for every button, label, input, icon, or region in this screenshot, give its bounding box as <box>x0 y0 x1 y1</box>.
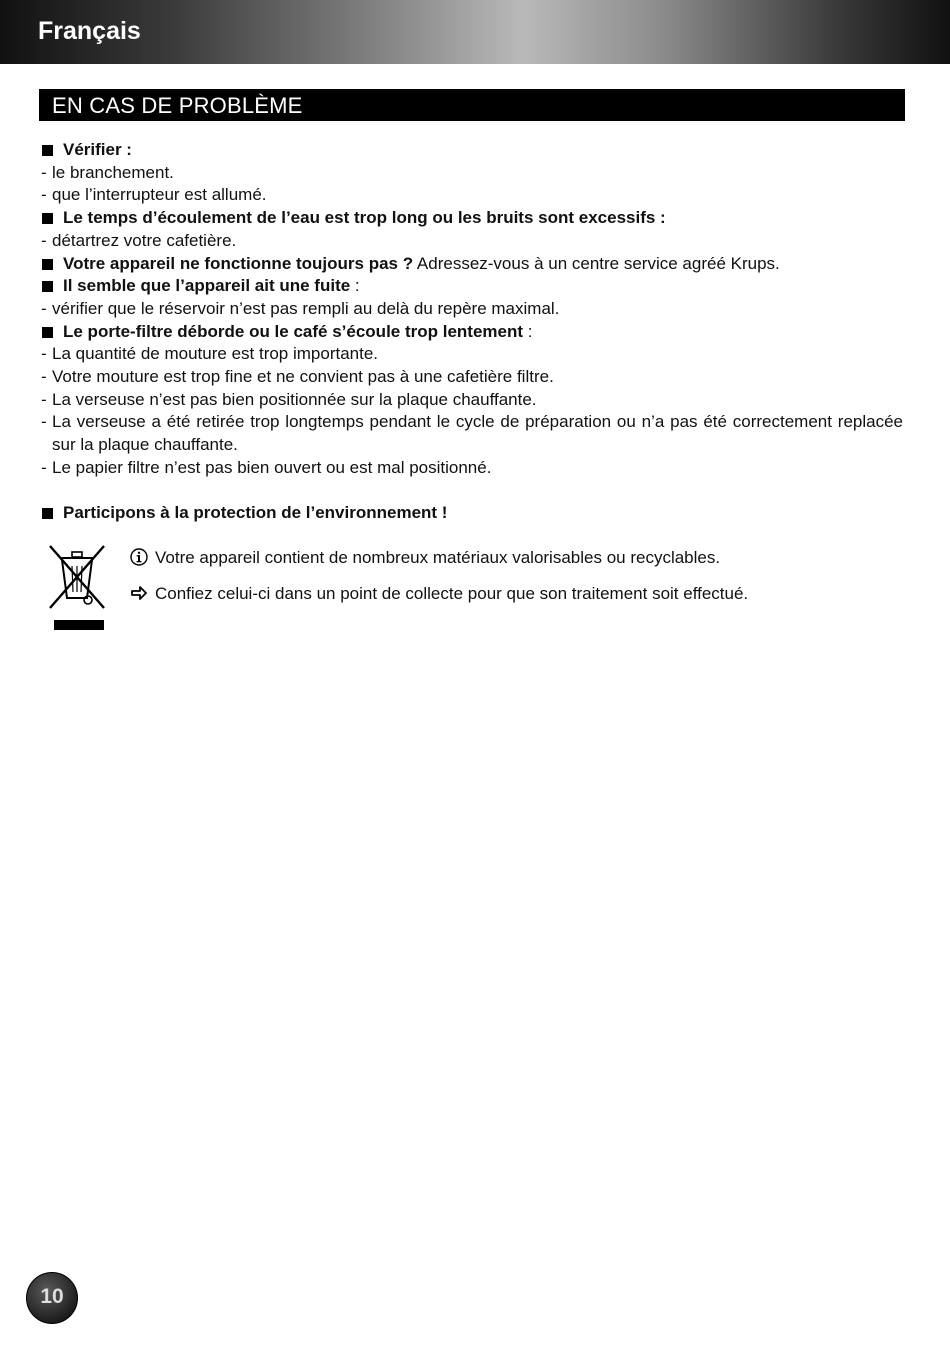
page-number: 10 <box>40 1285 64 1308</box>
section-bar <box>39 89 905 121</box>
list-item: - La verseuse a été retirée trop longtemps pendant le cycle de préparation ou n’a pas été correctement replacée sur la plaque chauffante. <box>41 411 903 456</box>
environment-heading: Participons à la protection de l’environnement ! <box>41 502 903 525</box>
page-number-badge <box>26 1272 78 1324</box>
bullet-square-icon <box>42 327 53 338</box>
list-item: - Le papier filtre n’est pas bien ouvert ou est mal positionné. <box>41 457 903 480</box>
list-item: - La quantité de mouture est trop importante. <box>41 343 903 366</box>
environment-block <box>41 532 903 642</box>
troubleshooting-content <box>41 139 903 642</box>
list-item: - détartrez votre cafetière. <box>41 230 903 253</box>
item-heading: Il semble que l’appareil ait une fuite : <box>41 275 903 298</box>
list-item: - vérifier que le réservoir n’est pas rempli au delà du repère maximal. <box>41 298 903 321</box>
item-heading: Le temps d’écoulement de l’eau est trop long ou les bruits sont excessifs : <box>41 207 903 230</box>
language-title: Français <box>38 17 141 45</box>
section-title: EN CAS DE PROBLÈME <box>52 93 303 118</box>
arrow-right-icon <box>129 582 149 605</box>
item-heading: Le porte-filtre déborde ou le café s’écoule trop lentement : <box>41 321 903 344</box>
info-circle-icon <box>129 546 149 569</box>
bullet-square-icon <box>42 213 53 224</box>
list-item: - que l’interrupteur est allumé. <box>41 184 903 207</box>
header-band <box>0 0 950 64</box>
item-heading: Vérifier : <box>41 139 903 162</box>
arrow-line: Confiez celui-ci dans un point de collecte pour que son traitement soit effectué. <box>129 582 748 606</box>
crossed-out-bin-icon <box>46 540 108 632</box>
bullet-square-icon <box>42 281 53 292</box>
bullet-square-icon <box>42 259 53 270</box>
list-item: - La verseuse n’est pas bien positionnée sur la plaque chauffante. <box>41 389 903 412</box>
info-line: Votre appareil contient de nombreux matériaux valorisables ou recyclables. <box>129 546 720 570</box>
bullet-square-icon <box>42 145 53 156</box>
bullet-square-icon <box>42 508 53 519</box>
list-item: - Votre mouture est trop fine et ne convient pas à une cafetière filtre. <box>41 366 903 389</box>
item-heading: Votre appareil ne fonctionne toujours pas ? Adressez-vous à un centre service agréé Krups. <box>41 253 903 276</box>
list-item: - le branchement. <box>41 162 903 185</box>
